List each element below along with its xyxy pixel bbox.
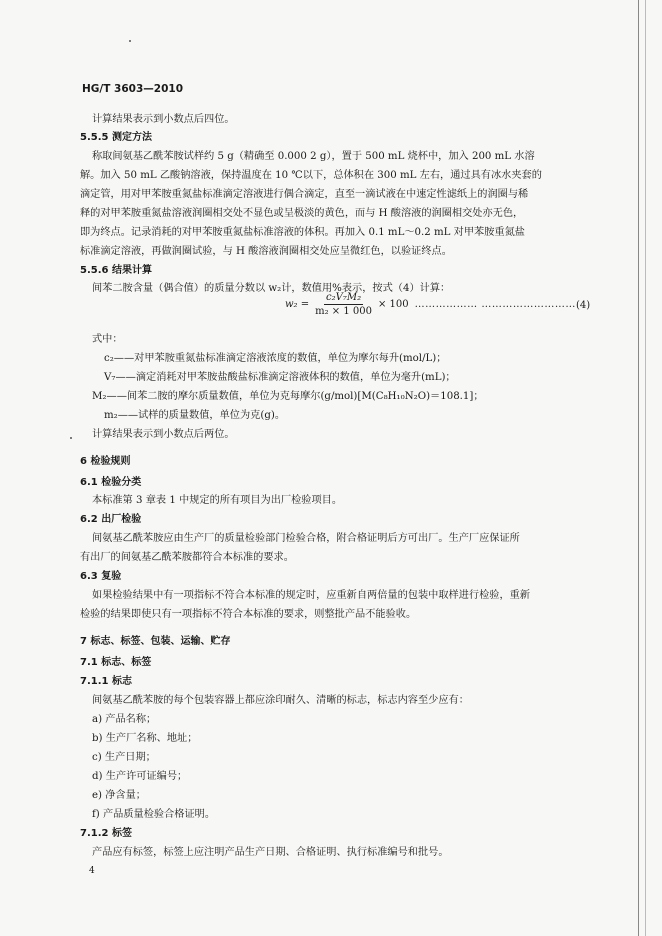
body-text: 释的对甲苯胺重氮盐溶液润圈相交处不显色或呈极淡的黄色，而与 H 酸溶液的润圈相交处亦无色， xyxy=(80,208,524,219)
body-text: 本标准第 3 章表 1 中规定的所有项目为出厂检验项目。 xyxy=(92,495,343,506)
formula-denominator: m₂ × 1 000 xyxy=(315,306,372,317)
body-text: 计算结果表示到小数点后四位。 xyxy=(92,114,235,125)
section-heading-6-2: 6.2 出厂检验 xyxy=(80,514,142,525)
body-text: 产品应有标签，标签上应注明产品生产日期、合格证明、执行标准编号和批号。 xyxy=(92,847,449,858)
formula-4 xyxy=(285,292,576,317)
section-heading-5-5-5: 5.5.5 测定方法 xyxy=(80,132,152,143)
formula-leader-dots: ……………… ……………………… xyxy=(414,299,576,310)
page-number: 4 xyxy=(89,866,95,876)
formula-rhs: × 100 xyxy=(378,299,409,310)
body-text: 间苯二胺含量（偶合值）的质量分数以 w₂计，数值用%表示，按式（4）计算： xyxy=(92,283,451,294)
body-text: 计算结果表示到小数点后两位。 xyxy=(92,429,235,440)
section-heading-6-3: 6.3 复验 xyxy=(80,571,122,582)
chapter-heading-6: 6 检验规则 xyxy=(80,456,131,467)
body-text: 解。加入 50 mL 乙酸钠溶液，保持温度在 10 ℃以下，总体积在 300 mL 左右，通过具有冰水夹套的 xyxy=(80,170,542,181)
body-text: 有出厂的间氨基乙酰苯胺都符合本标准的要求。 xyxy=(80,552,294,563)
body-text: 如果检验结果中有一项指标不符合本标准的规定时，应重新自两倍量的包装中取样进行检验，重新 xyxy=(92,590,531,601)
body-text: 称取间氨基乙酰苯胺试样约 5 g（精确至 0.000 2 g），置于 500 mL 烧杯中，加入 200 mL 水溶 xyxy=(92,151,535,162)
list-item: f) 产品质量检验合格证明。 xyxy=(92,809,216,820)
scan-speck xyxy=(129,40,131,42)
list-item: c) 生产日期； xyxy=(92,752,156,763)
section-heading-7-1-2: 7.1.2 标签 xyxy=(80,828,132,839)
body-text: 间氨基乙酰苯胺应由生产厂的质量检验部门检验合格，附合格证明后方可出厂。生产厂应保证所 xyxy=(92,533,520,544)
standard-number-header: HG/T 3603—2010 xyxy=(82,83,184,95)
list-item: e) 净含量； xyxy=(92,790,146,801)
list-item: b) 生产厂名称、地址； xyxy=(92,733,198,744)
body-text: 间氨基乙酰苯胺的每个包装容器上都应涂印耐久、清晰的标志，标志内容至少应有： xyxy=(92,695,469,706)
variable-definition: c₂——对甲苯胺重氮盐标准滴定溶液浓度的数值，单位为摩尔每升(mol/L)； xyxy=(104,353,447,364)
body-text: 即为终点。记录消耗的对甲苯胺重氮盐标准溶液的体积。再加入 0.1 mL～0.2 mL 对甲苯胺重氮盐 xyxy=(80,227,525,238)
scan-border-line xyxy=(638,0,639,936)
chapter-heading-7: 7 标志、标签、包装、运输、贮存 xyxy=(80,636,231,647)
section-heading-5-5-6: 5.5.6 结果计算 xyxy=(80,265,152,276)
scan-speck xyxy=(70,437,72,439)
body-text: 检验的结果即使只有一项指标不符合本标准的要求，则整批产品不能验收。 xyxy=(80,609,417,620)
scan-border-line-outer xyxy=(645,0,646,936)
equation-number: (4) xyxy=(576,300,591,311)
section-heading-6-1: 6.1 检验分类 xyxy=(80,477,142,488)
formula-fraction xyxy=(313,292,374,317)
variable-definition: M₂——间苯二胺的摩尔质量数值，单位为克每摩尔(g/mol)[M(C₈H₁₀N₂O)＝108.1]； xyxy=(92,391,484,402)
variable-definition: V₇——滴定消耗对甲苯胺盐酸盐标准滴定溶液体积的数值，单位为毫升(mL)； xyxy=(104,372,456,383)
list-item: d) 生产许可证编号； xyxy=(92,771,188,782)
body-text: 滴定管，用对甲苯胺重氮盐标准滴定溶液进行偶合滴定，直至一滴试液在中速定性滤纸上的润圈与稀 xyxy=(80,189,529,200)
where-label: 式中： xyxy=(92,334,123,345)
body-text: 标准滴定溶液，再做润圈试验，与 H 酸溶液润圈相交处应呈微红色，以验证终点。 xyxy=(80,246,452,257)
variable-definition: m₂——试样的质量数值，单位为克(g)。 xyxy=(104,410,286,421)
formula-lhs: w₂ = xyxy=(285,299,310,310)
list-item: a) 产品名称； xyxy=(92,714,157,725)
section-heading-7-1: 7.1 标志、标签 xyxy=(80,657,152,668)
section-heading-7-1-1: 7.1.1 标志 xyxy=(80,676,132,687)
formula-numerator: c₂V₇M₂ xyxy=(326,292,362,303)
